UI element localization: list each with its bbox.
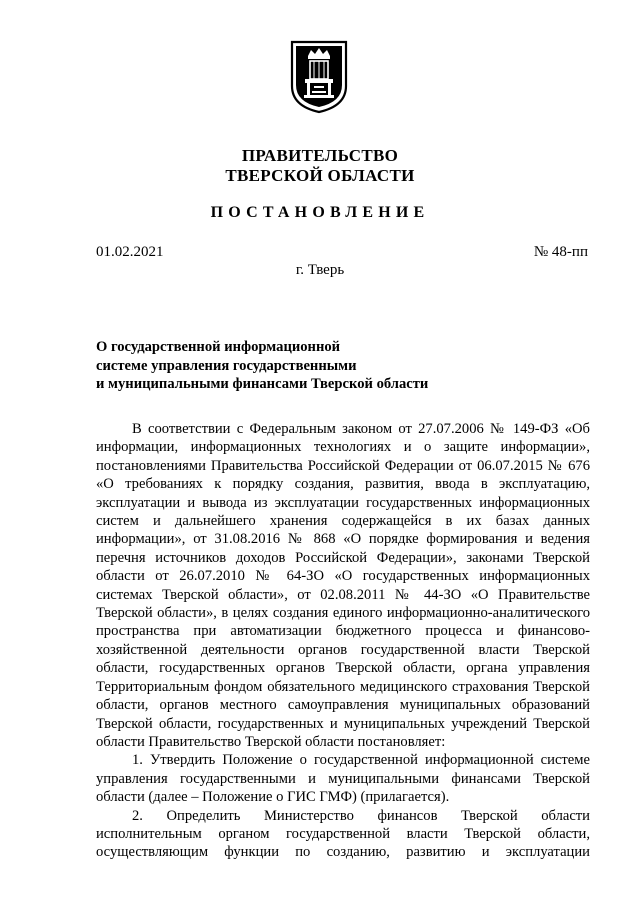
document-type: ПОСТАНОВЛЕНИЕ xyxy=(210,204,430,221)
government-name-line1: ПРАВИТЕЛЬСТВО xyxy=(241,146,399,165)
document-date: 01.02.2021 xyxy=(96,244,164,260)
title-line: О государственной информационной xyxy=(96,339,341,355)
document-number: № 48-пп xyxy=(533,244,588,260)
item-2-paragraph: 2. Определить Министерство финансов Тверской области исполнительным органом государственной власти Тверской области, осуществляющим функции по созданию, развитию и эксплуатации xyxy=(96,807,590,861)
item-1-paragraph: 1. Утвердить Положение о государственной информационной системе управления государственными и муниципальными финансами Тверской области (далее – Положение о ГИС ГМФ) (прилагается). xyxy=(96,752,590,806)
document-city: г. Тверь xyxy=(295,262,345,278)
coat-of-arms-icon xyxy=(290,40,348,114)
title-line: и муниципальными финансами Тверской области xyxy=(96,376,429,392)
document-title xyxy=(96,338,428,394)
preamble-paragraph: В соответствии с Федеральным законом от 27.07.2006 № 149-ФЗ «Об информации, информационных технологиях и о защите информации», постановлениями Правительства Российской Федерации от 06.07.2015 № 676 «О требованиях к порядку создания, развития, ввода в эксплуатацию, эксплуатации и вывода из эксплуатации государственных информационных систем и дальнейшего хранения содержащейся в их базах данных информации», от 31.08.2016 № 868 «О порядке формирования и ведения перечня источников доходов Российской Федерации», законами Тверской области от 26.07.2010 № 64-ЗО «О государственных информационных системах Тверской области», от 02.08.2011 № 44-ЗО «О Правительстве Тверской области», в целях создания единого информационно-аналитического пространства при автоматизации бюджетного процесса и финансово-хозяйственной деятельности органов государственной власти Тверской области, государственных органов Тверской области, органа управления Территориальным фондом обязательного медицинского страхования Тверской области, органов местного самоуправления муниципальных образований Тверской области, государственных и муниципальных учреждений Тверской области Правительство Тверской области постановляет: xyxy=(96,421,590,750)
government-name-line2: ТВЕРСКОЙ ОБЛАСТИ xyxy=(225,166,415,185)
title-line: системе управления государственными xyxy=(96,357,357,374)
document-body xyxy=(96,420,590,862)
